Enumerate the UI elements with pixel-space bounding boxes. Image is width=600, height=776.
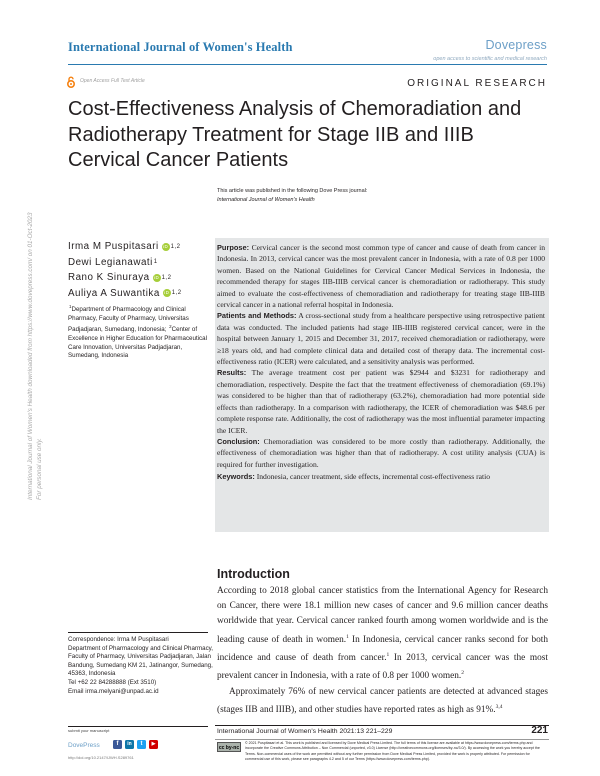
abstract-text: A cross-sectional study from a healthcare perspective using retrospective patient data was conducted. The included patients had stage IIB-IIIB registered cervical cancer, were in the hospital between January 1, 2015 and December 31, 2017, received chemoradiation or radiotherapy, were ≥18 years old, and had complete clinical data and detailed cost of therapy data. The incremental cost-effectiveness ratio (ICER) were calculated, and a sensitivity analysis was performed. — [217, 311, 546, 367]
side-download-note — [27, 140, 44, 500]
abstract-label: Results: — [217, 368, 247, 378]
abstract-text: Indonesia, cancer treatment, side effects, incremental cost-effectiveness ratio — [254, 472, 491, 482]
publication-note — [217, 187, 367, 205]
social-links — [113, 740, 158, 749]
footer-citation: International Journal of Women's Health 2021:13 221–229 — [217, 728, 393, 735]
abstract-purpose — [217, 242, 545, 310]
side-personal-use: For personal use only. — [35, 438, 43, 500]
affiliation-marker: 2 — [169, 324, 172, 330]
author — [68, 239, 208, 255]
citation-link[interactable]: 1 — [386, 651, 390, 658]
abstract-text: The average treatment cost per patient was $2944 and $3231 for radiotherapy and chemoradiation, respectively. Despite the fact that the treatment effectiveness of chemoradiation (69.1%) was considered to be higher than that of radiotherapy (63.2%), chemoradiation had more potential side effects than radiotherapy. In a comparison with radiotherapy, the ICER of chemoradiation was $48.6 per complete response rate. Additionally, the cost of radiotherapy was the most influential parameter impacting the ICER. — [217, 368, 545, 435]
author-affiliation: 1,2 — [171, 290, 182, 297]
abstract-label: Keywords: — [217, 472, 255, 482]
publication-note-line: This article was published in the following Dove Press journal: — [217, 188, 368, 194]
affiliation-marker: 1 — [69, 304, 72, 309]
author-list — [68, 239, 208, 301]
orcid-icon[interactable]: iD — [164, 290, 170, 296]
open-access-icon — [66, 76, 76, 88]
paragraph-text: According to 2018 global cancer statistics from the International Agency for Research on Cancer, there were 18.1 million new cases of cancer and 9.6 million cancer deaths worldwide that year. Cervical cancer ranked fourth among women worldwide and is the leading cause of death in women. — [217, 586, 548, 645]
author-name[interactable]: Irma M Puspitasari — [68, 241, 159, 253]
linkedin-icon[interactable]: in — [125, 740, 134, 749]
abstract-text: Chemoradiation was considered to be more costly than radiotherapy. Additionally, the effectiveness of chemoradiation was higher than that of radiotherapy. A cost utility analysis (CUA) is required for further investigation. — [217, 436, 545, 469]
citation-link[interactable]: 1 — [346, 633, 349, 640]
submit-manuscript-link[interactable] — [68, 728, 109, 734]
open-access-label: Open Access Full Text Article — [80, 78, 145, 84]
affiliation-text: Department of Pharmacology and Clinical Pharmacy, Faculty of Pharmacy, Universitas Padjadjaran, Sumedang, Indonesia; — [68, 306, 189, 334]
abstract-conclusion — [217, 436, 545, 470]
author-name[interactable]: Auliya A Suwantika — [68, 287, 160, 299]
header-rule — [68, 64, 547, 65]
correspondence-email[interactable]: Email irma.melyani@unpad.ac.id — [68, 687, 159, 695]
publisher-tagline: open access to scientific and medical research — [433, 56, 547, 62]
author — [68, 286, 208, 302]
correspondence — [68, 636, 218, 696]
abstract-results — [217, 367, 545, 435]
affiliation-text: Center of Excellence in Higher Education for Pharmaceutical Care Innovation, Universitas Padjadjaran, Sumedang, Indonesia — [68, 326, 207, 360]
author-affiliation: 1,2 — [170, 243, 181, 250]
affiliations — [68, 303, 208, 361]
abstract-methods — [217, 310, 545, 367]
paragraph-text: In Indonesia, cervical cancer ranks second for both incidence and cause of death from cancer. — [217, 634, 549, 663]
publication-note-journal[interactable]: International Journal of Women's Health — [217, 197, 315, 203]
author-name[interactable]: Dewi Legianawati — [68, 256, 153, 268]
paragraph-text: In 2013, cervical cancer was the most prevalent cancer in Indonesia, with a rate of 0.8 per 1000 women. — [217, 653, 548, 682]
citation-link[interactable]: 2 — [461, 670, 464, 677]
orcid-icon[interactable]: iD — [163, 243, 169, 249]
abstract-keywords — [217, 471, 545, 482]
abstract-text: Cervical cancer is the second most common type of cancer and cause of death from cancer in Indonesia. In 2013, cervical cancer was the most prevalent cancer in Indonesia, with a rate of 0.8 per 1000 women. Based on the National Guidelines for Cervical Cancer Medical Services in Indonesia, the recommended therapy for stages IIB-IIIB cervical cancer is chemoradiation or radiotherapy. This study aimed to evaluate the cost-effectiveness of chemoradiation and radiotherapy for treating stage IIB-IIIB cervical cancer in a national referral hospital in Indonesia. — [217, 243, 545, 310]
page-number: 221 — [531, 725, 548, 736]
abstract-label: Purpose: — [217, 243, 250, 252]
submit-manuscript-label[interactable]: submit your manuscript — [68, 728, 110, 733]
paragraph — [217, 685, 548, 719]
article-title: Cost-Effectiveness Analysis of Chemoradiation and Radiotherapy Treatment for Stage IIB and IIIB Cervical Cancer Patients — [68, 98, 522, 171]
paragraph — [217, 584, 548, 685]
correspondence-rule — [68, 632, 208, 633]
license-rule — [215, 739, 549, 740]
abstract-label: Patients and Methods: — [217, 311, 297, 321]
facebook-icon[interactable]: f — [113, 740, 122, 749]
footer-left-rule — [68, 726, 208, 727]
correspondence-author: Correspondence: Irma M Puspitasari — [68, 636, 169, 643]
orcid-icon[interactable]: iD — [153, 274, 160, 280]
doi-link[interactable]: http://doi.org/10.2147/IJWH.S289761 — [68, 755, 134, 760]
abstract-label: Conclusion: — [217, 436, 260, 446]
citation-link[interactable]: 3,4 — [495, 703, 503, 710]
twitter-icon[interactable]: t — [137, 740, 146, 749]
section-heading-introduction: Introduction — [217, 567, 290, 581]
journal-name[interactable]: International Journal of Women's Health — [68, 40, 293, 54]
youtube-icon[interactable]: ▶ — [149, 740, 158, 749]
author — [68, 270, 208, 286]
article-type: ORIGINAL RESEARCH — [407, 78, 547, 89]
abstract-box — [215, 238, 549, 532]
introduction-body — [217, 584, 548, 718]
creative-commons-icon[interactable]: cc by-nc — [217, 742, 241, 752]
side-download-line: International Journal of Women's Health downloaded from https://www.dovepress.com/ on 01-Oct-2023 — [27, 212, 34, 500]
correspondence-address: Department of Pharmacology and Clinical Pharmacy, Faculty of Pharmacy, Universitas Padjadjaran, Jalan Bandung, Sumedang KM 21, Jatinangor, Sumedang, 45363, Indonesia — [68, 644, 214, 678]
paragraph-text: Approximately 76% of new cervical cancer patients are detected at advanced stages (stages IIB and IIIB), and other studies have reported rates as high as 91%. — [217, 686, 548, 715]
license-text: © 2021 Puspitasari et al. This work is published and licensed by Dove Medical Press Limited. The full terms of this license are available at https://www.dovepress.com/terms.php and incorporate the Creative Commons Attribution – Non Commercial (unported, v3.0) License (http://creativecommons.org/licenses/by-nc/3.0/). By accessing the work you hereby accept the Terms. Non-commercial uses of the work are permitted without any further permission from Dove Medical Press Limited, provided the work is properly attributed. For permission for commercial use of this work, please see paragraphs 4.2 and 5 of our Terms (https://www.dovepress.com/terms.php). — [245, 741, 540, 762]
correspondence-tel: Tel +62 22 84288888 (Ext 3510) — [68, 678, 157, 686]
footer-rule — [215, 725, 549, 726]
publisher-logo[interactable]: Dovepress — [485, 38, 547, 52]
author-name[interactable]: Rano K Sinuraya — [68, 272, 150, 284]
author-affiliation: 1 — [153, 259, 158, 266]
author — [68, 255, 208, 271]
author-affiliation: 1,2 — [161, 274, 172, 281]
dovepress-footer-logo[interactable]: DovePress — [68, 742, 100, 749]
